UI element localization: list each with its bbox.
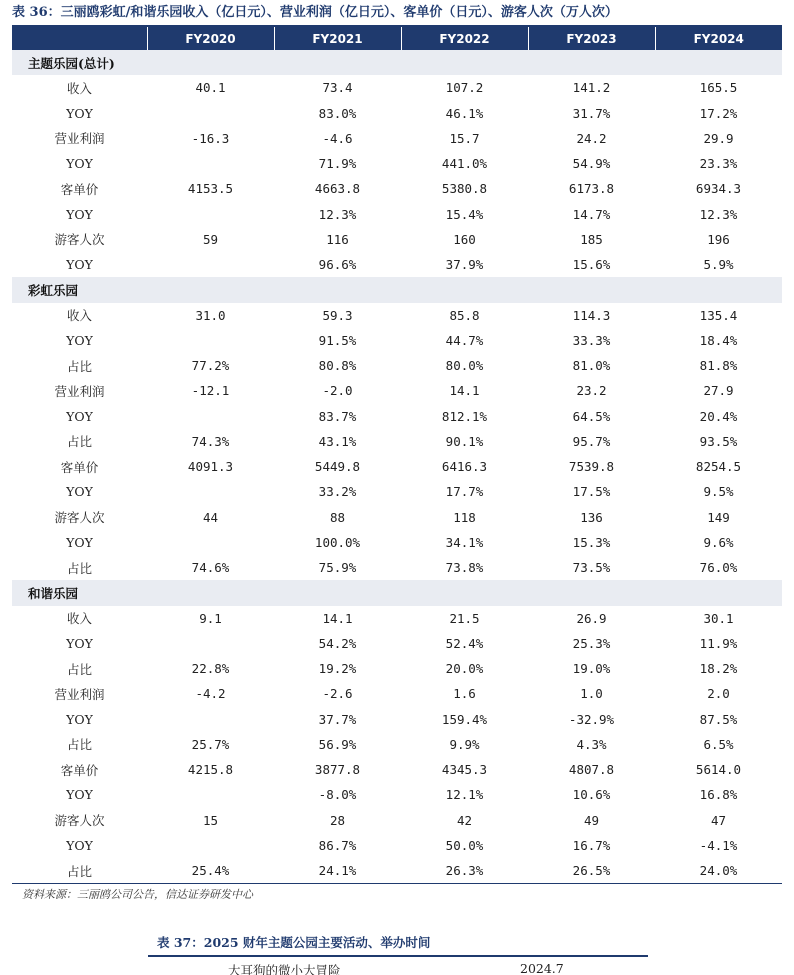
value-cell: 159.4% bbox=[441, 711, 488, 727]
table-row bbox=[12, 505, 782, 530]
value-cell: 136 bbox=[580, 509, 603, 525]
row-label: YOY bbox=[66, 156, 93, 172]
header-cell: FY2022 bbox=[401, 27, 528, 50]
value-cell: 73.8% bbox=[445, 560, 484, 576]
value-cell: 75.9% bbox=[318, 560, 357, 576]
value-cell: 76.0% bbox=[699, 560, 738, 576]
section-row bbox=[12, 50, 782, 75]
value-cell: 2.0 bbox=[707, 686, 730, 702]
value-cell: 4663.8 bbox=[314, 181, 361, 197]
row-label: YOY bbox=[66, 206, 93, 222]
row-label: 游客人次 bbox=[54, 232, 105, 248]
value-cell: 20.4% bbox=[699, 408, 738, 424]
row-label: 客单价 bbox=[60, 459, 99, 475]
value-cell bbox=[147, 479, 274, 504]
row-label: 占比 bbox=[66, 863, 92, 879]
value-cell: 5614.0 bbox=[695, 762, 742, 778]
value-cell: 26.3% bbox=[445, 863, 484, 879]
value-cell: 135.4 bbox=[699, 307, 738, 323]
table-row bbox=[12, 808, 782, 833]
value-cell: 12.1% bbox=[445, 787, 484, 803]
value-cell: 6416.3 bbox=[441, 459, 488, 475]
value-cell: 15.3% bbox=[572, 534, 611, 550]
value-cell: 25.4% bbox=[191, 863, 230, 879]
table-row bbox=[12, 606, 782, 631]
value-cell: 34.1% bbox=[445, 534, 484, 550]
value-cell: 100.0% bbox=[314, 534, 361, 550]
section-row bbox=[12, 580, 782, 605]
value-cell: 37.7% bbox=[318, 711, 357, 727]
row-label: 营业利润 bbox=[54, 131, 105, 147]
table-row bbox=[12, 404, 782, 429]
value-cell: 95.7% bbox=[572, 433, 611, 449]
row-label: 营业利润 bbox=[54, 383, 105, 399]
table-row bbox=[12, 833, 782, 858]
value-cell: 23.2 bbox=[576, 383, 607, 399]
value-cell: 30.1 bbox=[703, 610, 734, 626]
header-cell bbox=[12, 27, 147, 50]
row-label: YOY bbox=[66, 787, 93, 803]
value-cell: 185 bbox=[580, 231, 603, 247]
table-row bbox=[12, 858, 782, 883]
header-cell: FY2020 bbox=[147, 27, 274, 50]
row-label: YOY bbox=[66, 105, 93, 121]
value-cell: 83.7% bbox=[318, 408, 357, 424]
value-cell: 52.4% bbox=[445, 635, 484, 651]
value-cell: 19.2% bbox=[318, 661, 357, 677]
value-cell: 28 bbox=[329, 812, 346, 828]
value-cell: 4807.8 bbox=[568, 762, 615, 778]
value-cell: 15 bbox=[202, 812, 219, 828]
value-cell: -32.9% bbox=[568, 711, 615, 727]
value-cell: 441.0% bbox=[441, 156, 488, 172]
value-cell: 23.3% bbox=[699, 156, 738, 172]
section-row bbox=[12, 277, 782, 302]
table-row bbox=[12, 530, 782, 555]
row-label: YOY bbox=[66, 484, 93, 500]
row-label: 游客人次 bbox=[54, 510, 105, 526]
value-cell: 12.3% bbox=[318, 206, 357, 222]
value-cell: 4345.3 bbox=[441, 762, 488, 778]
value-cell: 83.0% bbox=[318, 105, 357, 121]
value-cell: 15.7 bbox=[449, 130, 480, 146]
value-cell: 5.9% bbox=[703, 257, 734, 273]
value-cell bbox=[147, 631, 274, 656]
value-cell: 80.8% bbox=[318, 358, 357, 374]
row-label: YOY bbox=[66, 332, 93, 348]
value-cell: 8254.5 bbox=[695, 459, 742, 475]
value-cell: 26.5% bbox=[572, 863, 611, 879]
value-cell: 17.5% bbox=[572, 484, 611, 500]
value-cell: 88 bbox=[329, 509, 346, 525]
section-label: 主题乐园(总计) bbox=[12, 50, 782, 75]
row-label: YOY bbox=[66, 711, 93, 727]
value-cell: 118 bbox=[453, 509, 476, 525]
value-cell: 165.5 bbox=[699, 80, 738, 96]
table-header-row bbox=[12, 27, 782, 50]
row-label: 客单价 bbox=[60, 762, 99, 778]
value-cell bbox=[147, 404, 274, 429]
section-label: 和谐乐园 bbox=[12, 580, 782, 605]
value-cell: 90.1% bbox=[445, 433, 484, 449]
value-cell: -4.6 bbox=[322, 130, 353, 146]
table-row bbox=[12, 202, 782, 227]
value-cell: 4.3% bbox=[576, 736, 607, 752]
value-cell: 24.0% bbox=[699, 863, 738, 879]
value-cell: 46.1% bbox=[445, 105, 484, 121]
table-row bbox=[12, 757, 782, 782]
table-row bbox=[12, 378, 782, 403]
value-cell: 149 bbox=[707, 509, 730, 525]
value-cell: 77.2% bbox=[191, 358, 230, 374]
value-cell: 86.7% bbox=[318, 837, 357, 853]
value-cell: 74.3% bbox=[191, 433, 230, 449]
value-cell bbox=[147, 151, 274, 176]
value-cell: 141.2 bbox=[572, 80, 611, 96]
revenue-table bbox=[12, 27, 782, 883]
value-cell: 73.5% bbox=[572, 560, 611, 576]
header-cell: FY2023 bbox=[528, 27, 655, 50]
value-cell: 19.0% bbox=[572, 661, 611, 677]
source-note: 资料来源：三丽鸥公司公告，信达证券研发中心 bbox=[22, 888, 253, 901]
value-cell: 81.8% bbox=[699, 358, 738, 374]
value-cell: 42 bbox=[456, 812, 473, 828]
value-cell: 91.5% bbox=[318, 332, 357, 348]
value-cell: 812.1% bbox=[441, 408, 488, 424]
row-label: YOY bbox=[66, 837, 93, 853]
row-label: 占比 bbox=[66, 737, 92, 753]
value-cell: 44.7% bbox=[445, 332, 484, 348]
value-cell: 14.1 bbox=[449, 383, 480, 399]
value-cell: 14.7% bbox=[572, 206, 611, 222]
value-cell: 22.8% bbox=[191, 661, 230, 677]
value-cell: -12.1 bbox=[191, 383, 230, 399]
value-cell: 11.9% bbox=[699, 635, 738, 651]
header-cell: FY2021 bbox=[274, 27, 401, 50]
value-cell: 15.6% bbox=[572, 257, 611, 273]
table-37-title: 表 37：2025 财年主题公园主要活动、举办时间 bbox=[157, 935, 431, 950]
value-cell: 12.3% bbox=[699, 206, 738, 222]
value-cell: 25.7% bbox=[191, 736, 230, 752]
value-cell: 10.6% bbox=[572, 787, 611, 803]
value-cell bbox=[147, 782, 274, 807]
value-cell: 81.0% bbox=[572, 358, 611, 374]
value-cell: 96.6% bbox=[318, 257, 357, 273]
value-cell: 56.9% bbox=[318, 736, 357, 752]
table-row bbox=[12, 353, 782, 378]
value-cell bbox=[147, 707, 274, 732]
value-cell: 50.0% bbox=[445, 837, 484, 853]
activity-name: 大耳狗的微小大冒险 bbox=[228, 963, 341, 975]
table-row bbox=[12, 707, 782, 732]
value-cell: 80.0% bbox=[445, 358, 484, 374]
value-cell bbox=[147, 252, 274, 277]
value-cell: 73.4 bbox=[322, 80, 353, 96]
row-label: 占比 bbox=[66, 560, 92, 576]
value-cell: 1.6 bbox=[453, 686, 476, 702]
value-cell: 59.3 bbox=[322, 307, 353, 323]
value-cell: 114.3 bbox=[572, 307, 611, 323]
value-cell bbox=[147, 101, 274, 126]
table-row bbox=[12, 656, 782, 681]
value-cell: 20.0% bbox=[445, 661, 484, 677]
value-cell: 71.9% bbox=[318, 156, 357, 172]
table-row bbox=[12, 151, 782, 176]
table-row bbox=[12, 732, 782, 757]
value-cell bbox=[147, 530, 274, 555]
value-cell: 49 bbox=[583, 812, 600, 828]
value-cell: 9.5% bbox=[703, 484, 734, 500]
row-label: 占比 bbox=[66, 358, 92, 374]
value-cell: 9.9% bbox=[449, 736, 480, 752]
value-cell: 4215.8 bbox=[187, 762, 234, 778]
value-cell: -8.0% bbox=[318, 787, 357, 803]
value-cell: 40.1 bbox=[195, 80, 226, 96]
row-label: 收入 bbox=[66, 611, 92, 627]
value-cell: 27.9 bbox=[703, 383, 734, 399]
value-cell: -2.6 bbox=[322, 686, 353, 702]
table-row bbox=[12, 303, 782, 328]
value-cell: 43.1% bbox=[318, 433, 357, 449]
value-cell: 18.2% bbox=[699, 661, 738, 677]
value-cell: 64.5% bbox=[572, 408, 611, 424]
value-cell bbox=[147, 833, 274, 858]
value-cell: 17.7% bbox=[445, 484, 484, 500]
row-label: 收入 bbox=[66, 80, 92, 96]
value-cell: 29.9 bbox=[703, 130, 734, 146]
value-cell: 47 bbox=[710, 812, 727, 828]
value-cell: 54.9% bbox=[572, 156, 611, 172]
table-row bbox=[148, 958, 648, 975]
value-cell: -16.3 bbox=[191, 130, 230, 146]
table-row bbox=[12, 681, 782, 706]
value-cell: 6934.3 bbox=[695, 181, 742, 197]
header-cell: FY2024 bbox=[655, 27, 782, 50]
table-row bbox=[12, 176, 782, 201]
value-cell: 54.2% bbox=[318, 635, 357, 651]
value-cell: -4.2 bbox=[195, 686, 226, 702]
value-cell: 16.8% bbox=[699, 787, 738, 803]
section-label: 彩虹乐园 bbox=[12, 277, 782, 302]
row-label: 客单价 bbox=[60, 181, 99, 197]
table-row bbox=[12, 429, 782, 454]
value-cell: 31.7% bbox=[572, 105, 611, 121]
table-row bbox=[12, 126, 782, 151]
row-label: YOY bbox=[66, 534, 93, 550]
table-row bbox=[12, 782, 782, 807]
value-cell: 59 bbox=[202, 231, 219, 247]
table-row bbox=[12, 252, 782, 277]
value-cell: -4.1% bbox=[699, 837, 738, 853]
value-cell: 74.6% bbox=[191, 560, 230, 576]
table-37-divider bbox=[148, 955, 648, 957]
value-cell: 160 bbox=[453, 231, 476, 247]
value-cell: 15.4% bbox=[445, 206, 484, 222]
value-cell: 31.0 bbox=[195, 307, 226, 323]
row-label: 营业利润 bbox=[54, 686, 105, 702]
row-label: 收入 bbox=[66, 308, 92, 324]
row-label: YOY bbox=[66, 635, 93, 651]
row-label: YOY bbox=[66, 257, 93, 273]
value-cell: 5380.8 bbox=[441, 181, 488, 197]
row-label: YOY bbox=[66, 408, 93, 424]
source-divider bbox=[12, 883, 782, 884]
value-cell: 26.9 bbox=[576, 610, 607, 626]
value-cell: 24.1% bbox=[318, 863, 357, 879]
value-cell: 93.5% bbox=[699, 433, 738, 449]
value-cell: 4153.5 bbox=[187, 181, 234, 197]
table-row bbox=[12, 631, 782, 656]
value-cell: 16.7% bbox=[572, 837, 611, 853]
value-cell: 37.9% bbox=[445, 257, 484, 273]
table-row bbox=[12, 479, 782, 504]
value-cell: 87.5% bbox=[699, 711, 738, 727]
value-cell: 14.1 bbox=[322, 610, 353, 626]
row-label: 占比 bbox=[66, 661, 92, 677]
value-cell: 116 bbox=[326, 231, 349, 247]
table-row bbox=[12, 555, 782, 580]
table-row bbox=[12, 101, 782, 126]
value-cell: 9.6% bbox=[703, 534, 734, 550]
value-cell: 18.4% bbox=[699, 332, 738, 348]
value-cell: 6173.8 bbox=[568, 181, 615, 197]
table-row bbox=[12, 328, 782, 353]
table-body bbox=[12, 50, 782, 883]
value-cell: 85.8 bbox=[449, 307, 480, 323]
value-cell bbox=[147, 202, 274, 227]
row-label: 占比 bbox=[66, 434, 92, 450]
value-cell: 9.1 bbox=[199, 610, 222, 626]
value-cell: 7539.8 bbox=[568, 459, 615, 475]
value-cell bbox=[147, 328, 274, 353]
value-cell: 4091.3 bbox=[187, 459, 234, 475]
value-cell: 107.2 bbox=[445, 80, 484, 96]
table-36-title: 表 36：三丽鸥彩虹/和谐乐园收入（亿日元）、营业利润（亿日元）、客单价（日元）、游客人次（万人次） bbox=[12, 5, 618, 20]
value-cell: 6.5% bbox=[703, 736, 734, 752]
value-cell: 17.2% bbox=[699, 105, 738, 121]
value-cell: 24.2 bbox=[576, 130, 607, 146]
table-row bbox=[12, 454, 782, 479]
row-label: 游客人次 bbox=[54, 813, 105, 829]
value-cell: 21.5 bbox=[449, 610, 480, 626]
table-row bbox=[12, 227, 782, 252]
value-cell: 3877.8 bbox=[314, 762, 361, 778]
value-cell: 33.3% bbox=[572, 332, 611, 348]
value-cell: -2.0 bbox=[322, 383, 353, 399]
value-cell: 25.3% bbox=[572, 635, 611, 651]
table-row bbox=[12, 75, 782, 100]
activity-date: 2024.7 bbox=[520, 961, 564, 975]
value-cell: 44 bbox=[202, 509, 219, 525]
value-cell: 5449.8 bbox=[314, 459, 361, 475]
value-cell: 33.2% bbox=[318, 484, 357, 500]
value-cell: 196 bbox=[707, 231, 730, 247]
value-cell: 1.0 bbox=[580, 686, 603, 702]
